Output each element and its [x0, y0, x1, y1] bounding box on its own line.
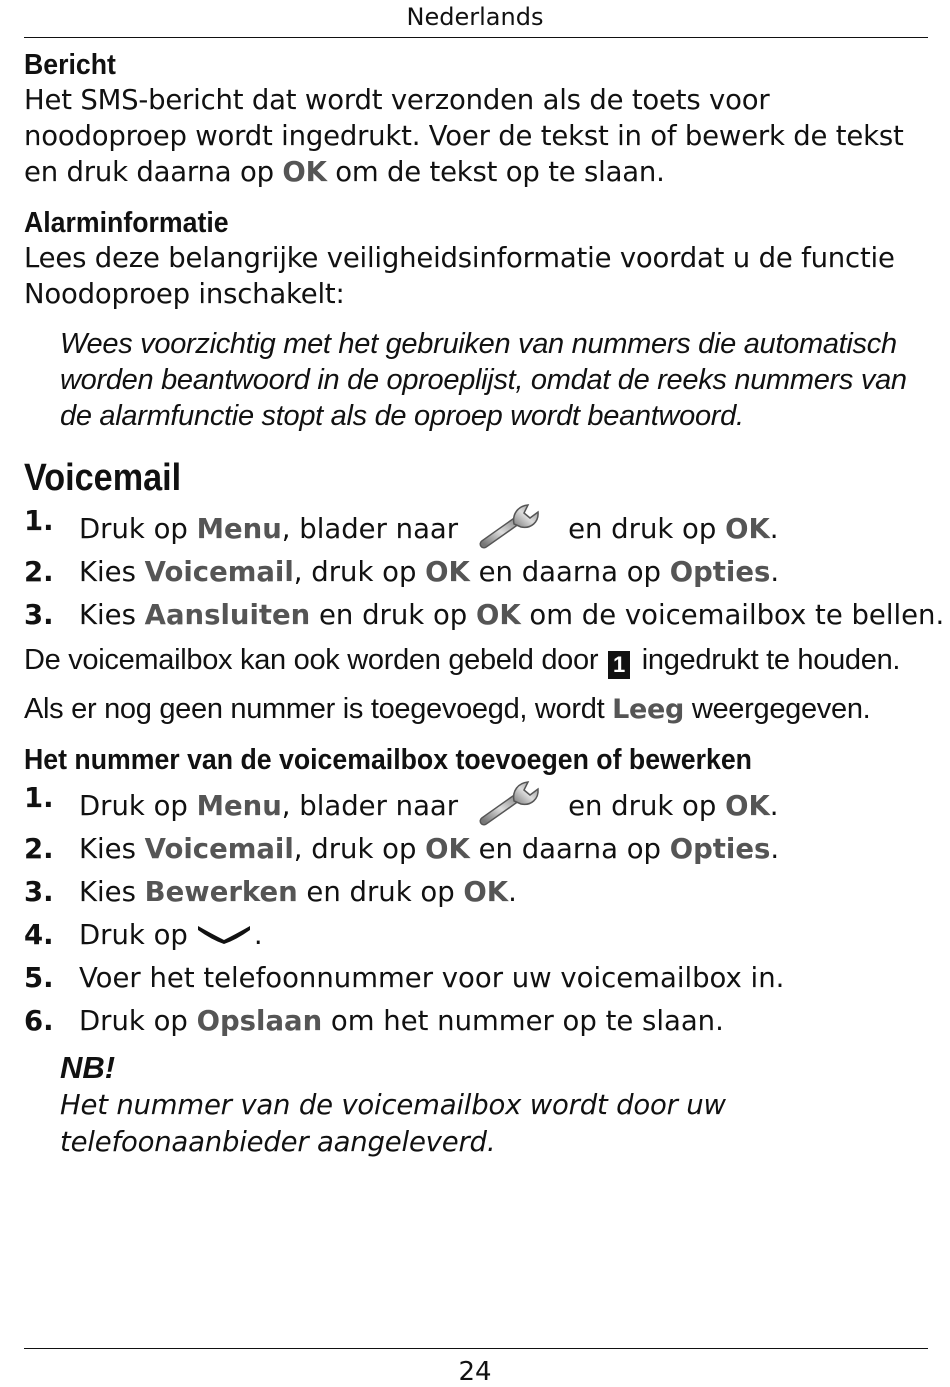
- bewerken-keyword: Bewerken: [144, 876, 298, 908]
- step-number: 5.: [24, 962, 54, 994]
- opties-keyword: Opties: [669, 833, 771, 865]
- heading-alarminformatie: Alarminformatie: [24, 207, 229, 239]
- step-text: Kies: [79, 833, 145, 865]
- wrench-icon: [478, 777, 548, 827]
- step-text: .: [769, 513, 779, 545]
- heading-edit-voicemail: Het nummer van de voicemailbox toevoegen of bewerken: [24, 744, 752, 776]
- alarm-warning: Wees voorzichtig met het gebruiken van nummers die automatisch worden beantwoord in de oproeplijst, omdat de reeks nummers van de alarmfunctie stopt als de oproep wordt beantwoord.: [60, 328, 907, 432]
- step-number: 3.: [24, 876, 54, 908]
- empty-text: Als er nog geen nummer is toegevoegd, wordt: [24, 693, 605, 725]
- page-content: [24, 48, 945, 1161]
- step-text: en daarna op: [469, 833, 670, 865]
- empty-text: weergegeven.: [691, 693, 871, 725]
- list-item: [24, 594, 945, 637]
- step-text: en druk op: [568, 513, 726, 545]
- step-text: .: [770, 833, 780, 865]
- step-text: Druk op: [79, 790, 197, 822]
- step-number: 4.: [24, 919, 54, 951]
- opslaan-keyword: Opslaan: [196, 1005, 323, 1037]
- step-text: en druk op: [297, 876, 464, 908]
- step-text: Druk op: [79, 1005, 197, 1037]
- step-text: om het nummer op te slaan.: [322, 1005, 724, 1037]
- list-item: [24, 500, 928, 551]
- step-text: Kies: [79, 556, 145, 588]
- ok-keyword: OK: [475, 599, 521, 631]
- alarm-paragraph: Lees deze belangrijke veiligheidsinformatie voordat u de functie Noodoproep inschakelt:: [24, 242, 895, 310]
- step-text: , druk op: [293, 556, 426, 588]
- section-edit-voicemail: [24, 743, 928, 1161]
- section-voicemail: [24, 456, 945, 729]
- list-item: [24, 914, 928, 957]
- step-number: 2.: [24, 833, 54, 865]
- step-number: 1.: [24, 782, 54, 814]
- ok-keyword: OK: [725, 513, 770, 545]
- voicemail-steps: [24, 500, 945, 637]
- ok-keyword: OK: [282, 156, 327, 188]
- step-text: .: [508, 876, 517, 908]
- step-text: en daarna op: [469, 556, 670, 588]
- hold-key-paragraph: [24, 641, 928, 679]
- step-text: , druk op: [293, 833, 426, 865]
- voicemail-keyword: Voicemail: [144, 833, 294, 865]
- step-text: , blader naar: [281, 790, 459, 822]
- empty-paragraph: [24, 690, 928, 729]
- voicemail-keyword: Voicemail: [144, 556, 294, 588]
- wrench-icon: [478, 500, 548, 550]
- hold-text: ingedrukt te houden.: [641, 644, 901, 676]
- section-bericht: [24, 48, 928, 190]
- step-text: Druk op: [79, 919, 188, 951]
- bericht-paragraph: [24, 82, 928, 190]
- ok-keyword: OK: [425, 556, 470, 588]
- page-header-language: Nederlands: [406, 3, 544, 31]
- menu-keyword: Menu: [196, 790, 282, 822]
- list-item: [24, 957, 928, 1000]
- step-text: .: [769, 790, 779, 822]
- heading-voicemail: Voicemail: [24, 457, 182, 499]
- step-text: Kies: [79, 876, 145, 908]
- step-text: en druk op: [310, 599, 476, 631]
- step-number: 6.: [24, 1005, 54, 1037]
- list-item: [24, 871, 928, 914]
- nb-title: NB!: [60, 1050, 116, 1085]
- nb-text: Het nummer van de voicemailbox wordt door uw telefoonaanbieder aangeleverd.: [60, 1089, 726, 1158]
- step-text: Kies: [79, 599, 145, 631]
- ok-keyword: OK: [463, 876, 509, 908]
- step-text: Druk op: [79, 513, 197, 545]
- key-1-icon: 1: [608, 651, 630, 679]
- footer-divider: [24, 1348, 928, 1349]
- menu-keyword: Menu: [196, 513, 282, 545]
- step-text: .: [770, 556, 780, 588]
- step-text: , blader naar: [281, 513, 459, 545]
- ok-keyword: OK: [425, 833, 470, 865]
- step-text: .: [253, 919, 263, 951]
- step-text: Voer het telefoonnummer voor uw voicemailbox in.: [79, 962, 785, 994]
- page-number: 24: [458, 1357, 492, 1387]
- list-item: [24, 828, 928, 871]
- aansluiten-keyword: Aansluiten: [144, 599, 311, 631]
- step-number: 3.: [24, 599, 54, 631]
- step-number: 2.: [24, 556, 54, 588]
- step-text: en druk op: [568, 790, 726, 822]
- opties-keyword: Opties: [669, 556, 771, 588]
- softkey-check-icon: [194, 920, 254, 946]
- edit-steps: [24, 777, 928, 1043]
- step-number: 1.: [24, 505, 54, 537]
- leeg-keyword: Leeg: [612, 694, 685, 725]
- bericht-text-end: om de tekst op te slaan.: [335, 156, 665, 188]
- hold-text: De voicemailbox kan ook worden gebeld door: [24, 644, 599, 676]
- ok-keyword: OK: [725, 790, 770, 822]
- list-item: [24, 1000, 928, 1043]
- section-alarminformatie: [24, 206, 928, 434]
- step-text: om de voicemailbox te bellen.: [520, 599, 945, 631]
- heading-bericht: Bericht: [24, 49, 116, 81]
- bericht-text: Het SMS-bericht dat wordt verzonden als de toets voor noodoproep wordt ingedrukt. Voer de tekst in of bewerk de tekst en druk daarna op: [24, 84, 904, 188]
- header-divider: [24, 37, 928, 38]
- list-item: [24, 777, 928, 828]
- list-item: [24, 551, 928, 594]
